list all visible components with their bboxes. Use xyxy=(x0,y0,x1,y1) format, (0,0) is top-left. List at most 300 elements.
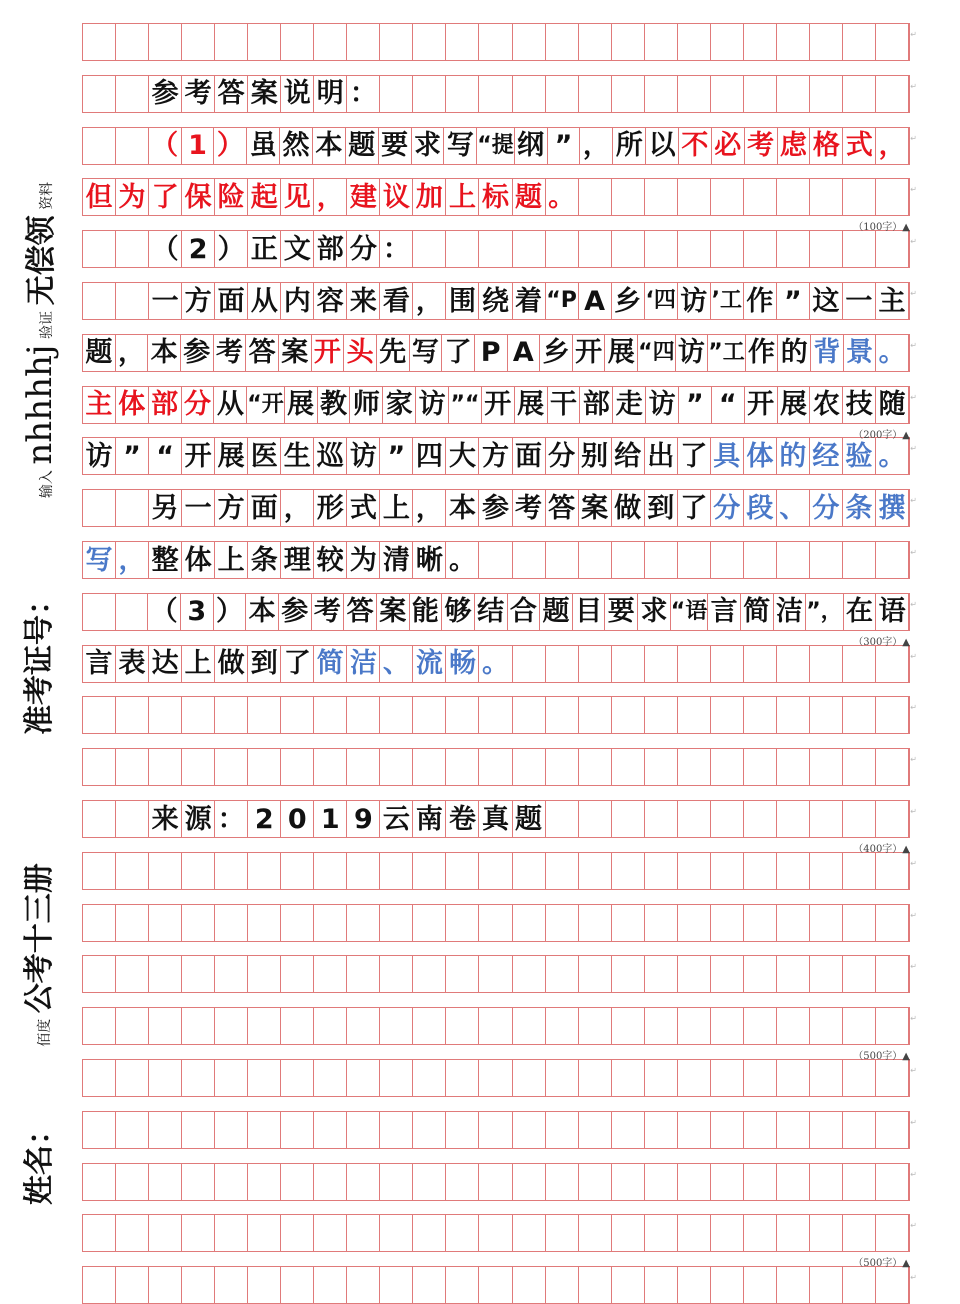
grid-cell: 答 xyxy=(546,490,579,526)
grid-cell: 本 xyxy=(313,128,346,164)
grid-cell xyxy=(446,1215,479,1251)
grid-cell xyxy=(413,231,446,267)
word-count-marker: （500字）▲ xyxy=(853,1258,910,1270)
grid-cell: 开 xyxy=(573,335,606,371)
grid-cell xyxy=(248,1008,281,1044)
grid-cell: ， xyxy=(876,128,909,164)
grid-cell: 上 xyxy=(446,179,479,215)
grid-cell xyxy=(149,697,182,733)
grid-cell: 不 xyxy=(679,128,712,164)
grid-cell xyxy=(678,179,711,215)
grid-cell xyxy=(116,24,149,60)
grid-cell: 展 xyxy=(778,387,811,423)
grid-cell xyxy=(116,1060,149,1096)
grid-cell xyxy=(413,1164,446,1200)
grid-cell xyxy=(314,853,347,889)
grid-cell xyxy=(347,1112,380,1148)
grid-cell xyxy=(513,1267,546,1303)
grid-cell xyxy=(380,697,413,733)
grid-cell: 案 xyxy=(248,76,281,112)
grid-cell: 写 xyxy=(83,542,116,578)
grid-cell xyxy=(446,905,479,941)
grid-cell: 要 xyxy=(379,128,412,164)
grid-cell xyxy=(314,1060,347,1096)
return-mark-icon: ↵ xyxy=(910,1014,917,1024)
grid-row xyxy=(82,23,917,61)
grid-cell xyxy=(446,76,479,112)
grid-cell: 教 xyxy=(318,387,351,423)
grid-cell xyxy=(413,697,446,733)
grid-cell: 案 xyxy=(279,335,312,371)
grid-cell: 看 xyxy=(380,283,413,319)
grid-cell xyxy=(678,1112,711,1148)
grid-cell: 一 xyxy=(149,283,182,319)
grid-cell xyxy=(612,646,645,682)
return-mark-icon: ↵ xyxy=(910,30,917,39)
book-part: 佰度 xyxy=(37,1018,53,1047)
grid-cell xyxy=(83,1215,116,1251)
grid-cell xyxy=(744,646,777,682)
grid-cell: 的 xyxy=(777,438,810,474)
grid-cell xyxy=(446,956,479,992)
grid-row xyxy=(82,1214,917,1252)
grid-cell: 1 xyxy=(182,128,215,164)
grid-cell xyxy=(579,1267,612,1303)
grid-cell: 了 xyxy=(442,335,475,371)
grid-cell xyxy=(678,853,711,889)
grid-row xyxy=(82,1163,917,1201)
grid-cell: ， xyxy=(413,283,446,319)
grid-cell xyxy=(744,956,777,992)
grid-cell xyxy=(777,76,810,112)
grid-cell: 答 xyxy=(215,76,248,112)
grid-cell: 考 xyxy=(513,490,546,526)
grid-cell xyxy=(711,956,744,992)
grid-cell xyxy=(744,1215,777,1251)
return-mark-icon: ↵ xyxy=(910,962,917,972)
return-mark-icon: ↵ xyxy=(910,392,917,402)
grid-cell xyxy=(843,697,876,733)
grid-cell xyxy=(380,1164,413,1200)
grid-cell xyxy=(413,76,446,112)
return-mark-icon: ↵ xyxy=(910,548,917,557)
grid-cell: ” xyxy=(116,438,149,474)
grid-cell: ） xyxy=(215,231,248,267)
grid-cell: 本 xyxy=(148,335,181,371)
grid-cell xyxy=(678,801,711,837)
grid-cell xyxy=(314,697,347,733)
return-mark-icon: ↵ xyxy=(910,599,917,609)
grid-cell: 内 xyxy=(281,283,314,319)
grid-cell xyxy=(479,1008,512,1044)
grid-cell: 访 xyxy=(646,387,679,423)
grid-cell: A xyxy=(579,283,612,319)
grid-cell xyxy=(645,697,678,733)
grid-cell: 面 xyxy=(215,283,248,319)
grid-cell: 开 xyxy=(182,438,215,474)
grid-cell xyxy=(83,1267,116,1303)
grid-cell: 写 xyxy=(444,128,477,164)
grid-cell: 了 xyxy=(281,646,314,682)
grid-cell: 为 xyxy=(116,179,149,215)
grid-cell xyxy=(843,749,876,785)
grid-cell xyxy=(645,1267,678,1303)
grid-cell xyxy=(116,490,149,526)
grid-cell xyxy=(843,76,876,112)
grid-cell xyxy=(876,179,909,215)
grid-cell xyxy=(843,1267,876,1303)
grid-cell: 考 xyxy=(214,335,247,371)
grid-cell xyxy=(843,1215,876,1251)
grid-cell xyxy=(711,24,744,60)
grid-cell: 做 xyxy=(612,490,645,526)
grid-cell xyxy=(711,697,744,733)
grid-cell xyxy=(248,24,281,60)
grid-cell xyxy=(413,956,446,992)
return-mark-icon: ↵ xyxy=(910,496,917,506)
grid-cell xyxy=(182,1267,215,1303)
grid-cell xyxy=(876,1267,909,1303)
grid-cell: 言 xyxy=(708,594,741,630)
grid-cell: 保 xyxy=(182,179,215,215)
grid-cell: 本 xyxy=(246,594,279,630)
grid-cell: 主 xyxy=(876,283,909,319)
grid-cell xyxy=(314,956,347,992)
word-count-marker: （500字）▲ xyxy=(853,1051,910,1063)
grid-cell xyxy=(248,1112,281,1148)
grid-row xyxy=(82,178,917,216)
grid-cell xyxy=(777,853,810,889)
grid-cell: ’工 xyxy=(711,283,744,319)
grid-cell xyxy=(579,956,612,992)
grid-cell xyxy=(413,853,446,889)
grid-cell xyxy=(215,749,248,785)
grid-cell: 本 xyxy=(446,490,479,526)
return-mark-icon: ↵ xyxy=(910,651,917,661)
grid-cell xyxy=(413,905,446,941)
sidebar-watermark xyxy=(0,0,80,1280)
grid-cell: 开 xyxy=(312,335,345,371)
grid-cell: 上 xyxy=(182,646,215,682)
grid-cell: 言 xyxy=(83,646,116,682)
grid-cell xyxy=(744,905,777,941)
grid-cell xyxy=(711,853,744,889)
grid-cell: 另 xyxy=(149,490,182,526)
grid-cell: 纲 xyxy=(515,128,548,164)
grid-row xyxy=(82,696,917,734)
grid-cell xyxy=(347,905,380,941)
grid-cell: “提 xyxy=(477,128,514,164)
grid-cell xyxy=(546,646,579,682)
grid-cell: 围 xyxy=(446,283,479,319)
grid-cell: 访 xyxy=(347,438,380,474)
grid-cell xyxy=(513,646,546,682)
grid-cell: 部 xyxy=(580,387,613,423)
grid-cell xyxy=(413,1008,446,1044)
grid-cell: 流 xyxy=(413,646,446,682)
grid-cell xyxy=(579,76,612,112)
grid-cell xyxy=(380,956,413,992)
grid-cell xyxy=(314,1215,347,1251)
grid-cell xyxy=(513,1060,546,1096)
grid-cell: 绕 xyxy=(479,283,512,319)
grid-cell: 建 xyxy=(347,179,380,215)
return-mark-icon: ↵ xyxy=(910,807,917,816)
grid-cell: 开 xyxy=(482,387,515,423)
grid-cell xyxy=(810,749,843,785)
grid-cell xyxy=(777,646,810,682)
grid-cell: 面 xyxy=(513,438,546,474)
grid-cell: 在 xyxy=(844,594,877,630)
grid-cell xyxy=(612,1008,645,1044)
grid-cell: 段 xyxy=(744,490,777,526)
grid-cell xyxy=(83,853,116,889)
grid-row xyxy=(82,1007,917,1045)
grid-cell: 。 xyxy=(876,438,909,474)
grid-cell xyxy=(380,905,413,941)
grid-cell: 大 xyxy=(446,438,479,474)
grid-cell xyxy=(513,542,546,578)
grid-cell: 清 xyxy=(380,542,413,578)
grid-cell: 乡 xyxy=(612,283,645,319)
return-mark-icon: ↵ xyxy=(910,237,917,247)
grid-cell: “P xyxy=(546,283,579,319)
grid-cell xyxy=(83,1060,116,1096)
grid-cell: 考 xyxy=(182,76,215,112)
grid-cell xyxy=(215,1164,248,1200)
grid-cell xyxy=(281,1267,314,1303)
grid-cell: ”， xyxy=(806,594,843,630)
grid-cell: 来 xyxy=(347,283,380,319)
grid-cell xyxy=(777,801,810,837)
grid-cell xyxy=(182,1215,215,1251)
grid-cell: 部 xyxy=(314,231,347,267)
grid-cell xyxy=(711,1008,744,1044)
promo-part: 输入 xyxy=(39,470,55,499)
grid-cell xyxy=(479,1267,512,1303)
grid-cell xyxy=(678,646,711,682)
grid-cell xyxy=(347,956,380,992)
grid-cell xyxy=(116,853,149,889)
grid-cell: ） xyxy=(214,594,247,630)
grid-cell xyxy=(446,853,479,889)
grid-cell: 技 xyxy=(843,387,876,423)
grid-cell xyxy=(513,1215,546,1251)
grid-cell xyxy=(876,801,909,837)
grid-cell xyxy=(711,1112,744,1148)
grid-cell xyxy=(810,853,843,889)
grid-cell: 必 xyxy=(712,128,745,164)
grid-cell xyxy=(546,749,579,785)
grid-cell: 议 xyxy=(380,179,413,215)
grid-cell xyxy=(116,594,149,630)
grid-cell xyxy=(744,749,777,785)
grid-row xyxy=(82,1111,917,1149)
grid-cell xyxy=(612,853,645,889)
grid-cell xyxy=(83,490,116,526)
grid-cell: 随 xyxy=(876,387,909,423)
grid-cell xyxy=(446,697,479,733)
grid-cell xyxy=(83,283,116,319)
grid-cell xyxy=(513,853,546,889)
grid-cell xyxy=(876,76,909,112)
grid-cell: 访 xyxy=(678,283,711,319)
grid-cell: 为 xyxy=(347,542,380,578)
grid-cell xyxy=(248,1164,281,1200)
grid-cell: 走 xyxy=(613,387,646,423)
grid-cell xyxy=(579,1112,612,1148)
grid-cell: 方 xyxy=(182,283,215,319)
grid-cell xyxy=(479,956,512,992)
grid-cell xyxy=(810,542,843,578)
return-mark-icon: ↵ xyxy=(910,444,917,454)
grid-cell xyxy=(711,749,744,785)
grid-cell xyxy=(479,853,512,889)
grid-cell xyxy=(876,542,909,578)
grid-cell xyxy=(612,1060,645,1096)
grid-cell: 访 xyxy=(416,387,449,423)
grid-cell: 方 xyxy=(215,490,248,526)
grid-cell: 真 xyxy=(479,801,512,837)
grid-cell: 表 xyxy=(116,646,149,682)
grid-cell: 加 xyxy=(413,179,446,215)
word-count-marker: （200字）▲ xyxy=(853,429,910,441)
grid-cell xyxy=(149,1267,182,1303)
grid-cell xyxy=(645,853,678,889)
grid-cell: ， xyxy=(314,179,347,215)
return-mark-icon: ↵ xyxy=(910,1221,917,1231)
grid-cell xyxy=(281,697,314,733)
grid-cell xyxy=(314,1008,347,1044)
grid-cell: 简 xyxy=(741,594,774,630)
grid-cell xyxy=(446,1008,479,1044)
grid-cell xyxy=(314,1112,347,1148)
grid-cell xyxy=(678,697,711,733)
grid-cell xyxy=(678,956,711,992)
grid-row xyxy=(82,489,917,527)
book-title: 公考十三册 xyxy=(22,863,57,1014)
grid-cell xyxy=(876,1112,909,1148)
grid-cell xyxy=(777,1060,810,1096)
grid-cell: 。 xyxy=(876,335,909,371)
grid-cell xyxy=(380,1008,413,1044)
grid-cell xyxy=(711,801,744,837)
grid-cell xyxy=(479,76,512,112)
grid-cell xyxy=(182,853,215,889)
grid-cell xyxy=(215,905,248,941)
grid-cell: 分 xyxy=(711,490,744,526)
grid-cell xyxy=(579,1164,612,1200)
grid-cell xyxy=(83,128,116,164)
grid-cell xyxy=(149,956,182,992)
grid-cell: 虽 xyxy=(247,128,280,164)
grid-cell xyxy=(546,1164,579,1200)
grid-cell: 但 xyxy=(83,179,116,215)
grid-cell: 题 xyxy=(513,179,546,215)
grid-cell xyxy=(83,24,116,60)
grid-cell: 家 xyxy=(383,387,416,423)
grid-cell xyxy=(513,1112,546,1148)
grid-cell xyxy=(182,905,215,941)
grid-cell: 目 xyxy=(573,594,606,630)
grid-row xyxy=(82,955,917,993)
word-count-marker: （400字）▲ xyxy=(853,844,910,855)
grid-cell xyxy=(744,1267,777,1303)
grid-cell: 经 xyxy=(810,438,843,474)
grid-cell xyxy=(248,749,281,785)
grid-cell: 格 xyxy=(810,128,843,164)
grid-row xyxy=(82,541,917,579)
grid-cell: ， xyxy=(413,490,446,526)
grid-cell xyxy=(645,24,678,60)
grid-cell: ： xyxy=(347,76,380,112)
grid-cell xyxy=(876,646,909,682)
grid-cell: ， xyxy=(580,128,613,164)
grid-cell xyxy=(645,956,678,992)
grid-cell xyxy=(83,76,116,112)
grid-cell xyxy=(777,749,810,785)
grid-cell xyxy=(149,853,182,889)
grid-cell xyxy=(579,231,612,267)
grid-cell xyxy=(446,1060,479,1096)
grid-cell: 先 xyxy=(377,335,410,371)
grid-cell: 到 xyxy=(248,646,281,682)
grid-cell: 起 xyxy=(248,179,281,215)
grid-cell: “开 xyxy=(247,387,284,423)
grid-cell xyxy=(843,1008,876,1044)
grid-cell xyxy=(281,853,314,889)
grid-cell: 3 xyxy=(181,594,214,630)
grid-cell xyxy=(347,1060,380,1096)
grid-cell xyxy=(380,1215,413,1251)
grid-cell: “语 xyxy=(671,594,708,630)
grid-cell: ） xyxy=(214,128,247,164)
grid-cell: 参 xyxy=(479,490,512,526)
grid-cell xyxy=(83,231,116,267)
grid-cell: 出 xyxy=(645,438,678,474)
grid-cell xyxy=(116,697,149,733)
grid-cell xyxy=(281,1215,314,1251)
grid-cell: 语 xyxy=(876,594,909,630)
grid-cell xyxy=(711,1267,744,1303)
grid-cell: 展 xyxy=(215,438,248,474)
promo-part: 验证 xyxy=(39,310,55,339)
grid-cell xyxy=(116,905,149,941)
grid-cell xyxy=(876,231,909,267)
grid-cell: ” xyxy=(777,283,810,319)
grid-cell: 云 xyxy=(380,801,413,837)
grid-cell xyxy=(479,1112,512,1148)
grid-cell: 访 xyxy=(83,438,116,474)
grid-cell: 考 xyxy=(312,594,345,630)
grid-cell xyxy=(810,956,843,992)
grid-cell xyxy=(182,1164,215,1200)
grid-cell xyxy=(446,749,479,785)
grid-cell: 巡 xyxy=(314,438,347,474)
grid-cell xyxy=(612,1215,645,1251)
grid-cell xyxy=(281,1164,314,1200)
grid-cell xyxy=(347,1267,380,1303)
grid-cell xyxy=(711,231,744,267)
grid-cell: 农 xyxy=(810,387,843,423)
grid-cell xyxy=(182,749,215,785)
grid-cell: 源 xyxy=(182,801,215,837)
grid-cell: 给 xyxy=(612,438,645,474)
grid-cell xyxy=(149,1215,182,1251)
grid-cell xyxy=(513,749,546,785)
grid-cell xyxy=(777,1267,810,1303)
grid-cell xyxy=(876,1164,909,1200)
